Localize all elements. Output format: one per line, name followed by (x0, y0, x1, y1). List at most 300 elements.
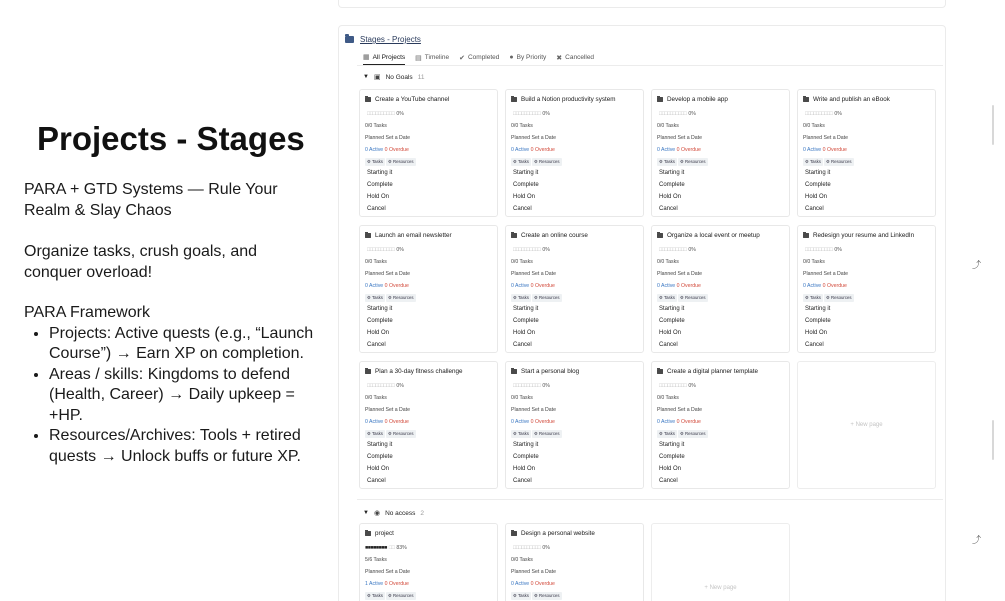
active-overdue (511, 147, 555, 153)
tab-label: All Projects (372, 53, 406, 61)
framework-item-resources: • Resources/Archives: Tools + retired quests → Unlock buffs or future XP. (49, 426, 324, 467)
card-title[interactable] (365, 96, 449, 103)
progress-empty: □□□□□□□□□□ (805, 247, 833, 253)
planned-date: Planned Set a Date (657, 135, 702, 141)
tabs-divider (357, 65, 943, 66)
tab-label: By Priority (516, 54, 547, 61)
card-title-text: Create a digital planner template (667, 368, 759, 375)
folder-icon (365, 369, 371, 374)
tag-resources[interactable]: ⚙ Resources (533, 295, 560, 300)
planned-date: Planned Set a Date (511, 135, 556, 141)
tasks-count: 0/0 Tasks (657, 259, 679, 265)
stage-complete[interactable]: Complete (805, 318, 831, 324)
progress-percent: 0% (688, 383, 696, 389)
progress-empty: □□□□□□□□□□ (367, 383, 395, 389)
tasks-count: 0/0 Tasks (657, 123, 679, 129)
tag-resources-label: Resources (831, 295, 852, 300)
intro-panel (0, 0, 335, 601)
card-title[interactable] (803, 232, 914, 239)
tag-tasks[interactable]: ⚙ Tasks (805, 159, 821, 164)
stage-hold-on[interactable]: Hold On (513, 466, 536, 472)
tag-tasks-label: Tasks (371, 431, 383, 436)
stage-complete[interactable]: Complete (367, 318, 393, 324)
stage-cancel[interactable]: Cancel (805, 342, 824, 348)
progress-empty: □□□□□□□□□□ (513, 383, 541, 389)
tag-tasks[interactable]: ⚙ Tasks (805, 295, 821, 300)
tag-tasks[interactable]: ⚙ Tasks (513, 593, 529, 598)
progress-percent: 0% (542, 111, 550, 117)
relation-tags (511, 592, 562, 600)
progress-empty: □□□□□□□□□□ (367, 111, 395, 117)
stage-complete[interactable]: Complete (513, 182, 539, 188)
overdue-label: 0 Overdue (676, 147, 701, 153)
relation-tags (657, 294, 708, 302)
intro-paragraph-2: Organize tasks, crush goals, and conquer overload! (24, 243, 258, 281)
card-title[interactable] (365, 530, 394, 537)
tag-resources-label: Resources (539, 295, 560, 300)
progress-bar (803, 111, 842, 117)
stage-hold-on[interactable]: Hold On (659, 330, 682, 336)
stage-cancel[interactable]: Cancel (367, 478, 386, 484)
new-page-card[interactable] (797, 361, 936, 489)
tag-tasks-label: Tasks (517, 295, 529, 300)
folder-icon (365, 233, 371, 238)
project-card[interactable] (359, 89, 498, 217)
active-count: 0 (511, 283, 514, 289)
overdue-label: 0 Overdue (676, 419, 701, 425)
tag-resources-label: Resources (539, 159, 560, 164)
tasks-count: 0/0 Tasks (365, 259, 387, 265)
para-framework (24, 303, 324, 467)
active-overdue (803, 283, 847, 289)
overdue-label: 0 Overdue (676, 283, 701, 289)
active-overdue (657, 283, 701, 289)
collapse-triangle-icon[interactable]: ▼ (363, 74, 369, 80)
tasks-count: 0/0 Tasks (511, 395, 533, 401)
progress-percent: 0% (834, 111, 842, 117)
tag-resources[interactable]: ⚙ Resources (825, 295, 852, 300)
card-title-text: Write and publish an eBook (813, 96, 890, 103)
relation-tags (803, 294, 854, 302)
planned-date: Planned Set a Date (511, 569, 556, 575)
tag-resources[interactable]: ⚙ Resources (533, 593, 560, 598)
new-page-label: + New page (850, 422, 883, 428)
active-label: Active (515, 147, 530, 153)
stage-starting-it[interactable]: Starting it (805, 170, 831, 176)
tab-timeline[interactable] (415, 54, 449, 65)
tasks-count: 0/0 Tasks (511, 259, 533, 265)
card-title[interactable] (657, 368, 758, 375)
project-card[interactable] (359, 225, 498, 353)
group-header-no-goals[interactable] (363, 73, 424, 81)
stage-hold-on[interactable]: Hold On (367, 330, 390, 336)
inbox-icon: ▣ (373, 74, 381, 81)
group-count: 2 (420, 509, 425, 517)
stage-cancel[interactable]: Cancel (659, 478, 678, 484)
overdue-label: 0 Overdue (384, 283, 409, 289)
progress-empty: □□□□□□□□□□ (659, 111, 687, 117)
stage-starting-it[interactable]: Starting it (367, 170, 393, 176)
tag-resources-label: Resources (393, 295, 414, 300)
group-header-no-access[interactable] (363, 509, 424, 517)
progress-bar (365, 247, 404, 253)
tag-tasks-label: Tasks (517, 593, 529, 598)
timeline-icon: ▤ (415, 54, 422, 62)
tag-resources-label: Resources (539, 593, 560, 598)
stage-starting-it[interactable]: Starting it (513, 170, 539, 176)
card-title-text: Develop a mobile app (667, 96, 728, 103)
project-card[interactable] (505, 225, 644, 353)
overdue-label: 0 Overdue (822, 147, 847, 153)
progress-bar (657, 247, 696, 253)
planned-date: Planned Set a Date (657, 271, 702, 277)
project-card[interactable] (359, 523, 498, 601)
tag-resources[interactable]: ⚙ Resources (679, 295, 706, 300)
tab-label: Timeline (424, 54, 450, 61)
tag-tasks[interactable]: ⚙ Tasks (513, 295, 529, 300)
active-overdue (657, 419, 701, 425)
progress-empty: □□□□□□□□□□ (513, 247, 541, 253)
stage-complete[interactable]: Complete (367, 182, 393, 188)
stage-hold-on[interactable]: Hold On (513, 330, 536, 336)
tag-resources[interactable]: ⚙ Resources (387, 159, 414, 164)
progress-percent: 0% (396, 111, 404, 117)
stage-starting-it[interactable]: Starting it (805, 306, 831, 312)
progress-percent: 83% (396, 545, 407, 551)
overdue-label: 0 Overdue (384, 581, 409, 587)
stage-hold-on[interactable]: Hold On (367, 466, 390, 472)
active-count: 0 (511, 147, 514, 153)
framework-item-projects: • Projects: Active quests (e.g., “Launch Course”) → Earn XP on completion. (49, 324, 324, 365)
tag-tasks[interactable]: ⚙ Tasks (513, 159, 529, 164)
active-label: Active (661, 283, 676, 289)
x-circle-icon: ✖ (556, 54, 563, 62)
scrollbar-thumb[interactable] (992, 105, 994, 145)
progress-empty: □□□□□□□□□□ (659, 383, 687, 389)
new-page-card[interactable] (651, 523, 790, 601)
folder-icon (657, 97, 663, 102)
tag-tasks[interactable]: ⚙ Tasks (659, 431, 675, 436)
stage-starting-it[interactable]: Starting it (659, 170, 685, 176)
active-overdue (365, 147, 409, 153)
database-title[interactable] (345, 35, 421, 44)
progress-percent: 0% (688, 247, 696, 253)
tag-tasks[interactable]: ⚙ Tasks (659, 295, 675, 300)
active-overdue (365, 581, 409, 587)
progress-percent: 0% (542, 247, 550, 253)
relation-tags (511, 158, 562, 166)
relation-tags (657, 430, 708, 438)
planned-date: Planned Set a Date (657, 407, 702, 413)
tag-tasks-label: Tasks (371, 159, 383, 164)
intro-paragraph-1: PARA + GTD Systems — Rule Your Realm & Slay Chaos (24, 181, 278, 219)
stage-complete[interactable]: Complete (659, 454, 685, 460)
tag-resources-label: Resources (393, 431, 414, 436)
tab-all-projects[interactable] (363, 53, 405, 65)
group-divider (357, 499, 943, 500)
stage-starting-it[interactable]: Starting it (367, 306, 393, 312)
stage-complete[interactable]: Complete (805, 182, 831, 188)
card-title-text: Design a personal website (521, 530, 595, 537)
tag-tasks-label: Tasks (663, 295, 675, 300)
previous-block (338, 0, 946, 8)
folder-icon (511, 97, 517, 102)
progress-empty: □□□□□□□□□□ (513, 111, 541, 117)
progress-percent: 0% (688, 111, 696, 117)
active-count: 0 (511, 419, 514, 425)
card-title[interactable] (803, 96, 890, 103)
active-label: Active (807, 283, 822, 289)
tag-tasks[interactable]: ⚙ Tasks (659, 159, 675, 164)
project-card[interactable] (505, 361, 644, 489)
overdue-label: 0 Overdue (384, 419, 409, 425)
tag-tasks-label: Tasks (809, 295, 821, 300)
planned-date: Planned Set a Date (511, 407, 556, 413)
tag-tasks-label: Tasks (371, 295, 383, 300)
stage-hold-on[interactable]: Hold On (659, 194, 682, 200)
active-overdue (657, 147, 701, 153)
tasks-count: 0/0 Tasks (365, 395, 387, 401)
folder-icon (365, 531, 371, 536)
project-card[interactable] (651, 361, 790, 489)
active-count: 0 (365, 147, 368, 153)
active-label: Active (661, 419, 676, 425)
tag-tasks-label: Tasks (517, 159, 529, 164)
tag-resources[interactable]: ⚙ Resources (533, 159, 560, 164)
progress-empty: □□ (388, 545, 395, 551)
tag-resources[interactable]: ⚙ Resources (387, 593, 414, 598)
planned-date: Planned Set a Date (365, 569, 410, 575)
active-count: 0 (657, 147, 660, 153)
scrollbar-thumb[interactable] (992, 420, 994, 460)
progress-percent: 0% (834, 247, 842, 253)
tag-resources-label: Resources (393, 159, 414, 164)
progress-percent: 0% (396, 247, 404, 253)
card-title[interactable] (657, 96, 728, 103)
project-card[interactable] (797, 225, 936, 353)
progress-bar (657, 383, 696, 389)
active-count: 0 (365, 283, 368, 289)
scroll-hint-icon[interactable]: ⤴ (972, 260, 982, 270)
collapse-triangle-icon[interactable]: ▼ (363, 510, 369, 516)
stage-complete[interactable]: Complete (513, 318, 539, 324)
planned-date: Planned Set a Date (511, 271, 556, 277)
overdue-label: 0 Overdue (384, 147, 409, 153)
tag-resources[interactable]: ⚙ Resources (533, 431, 560, 436)
stage-starting-it[interactable]: Starting it (367, 442, 393, 448)
active-label: Active (807, 147, 822, 153)
tag-resources-label: Resources (831, 159, 852, 164)
planned-date: Planned Set a Date (803, 135, 848, 141)
group-name: No access (385, 509, 416, 517)
tag-tasks[interactable]: ⚙ Tasks (367, 431, 383, 436)
card-title[interactable] (511, 232, 588, 239)
active-label: Active (515, 581, 530, 587)
card-title-text: Create a YouTube channel (375, 96, 450, 103)
stage-starting-it[interactable]: Starting it (513, 442, 539, 448)
stage-cancel[interactable]: Cancel (367, 206, 386, 212)
project-card[interactable] (359, 361, 498, 489)
active-label: Active (369, 581, 384, 587)
framework-list (24, 324, 324, 468)
active-count: 0 (657, 283, 660, 289)
stage-hold-on[interactable]: Hold On (659, 466, 682, 472)
folder-icon (511, 233, 517, 238)
card-title[interactable] (657, 232, 760, 239)
stage-cancel[interactable]: Cancel (513, 342, 532, 348)
tag-resources-label: Resources (539, 431, 560, 436)
active-label: Active (515, 283, 530, 289)
active-count: 0 (803, 283, 806, 289)
card-title[interactable] (511, 368, 579, 375)
progress-empty: □□□□□□□□□□ (513, 545, 541, 551)
card-title-text: Plan a 30-day fitness challenge (375, 368, 463, 375)
card-title[interactable] (511, 96, 616, 103)
tag-resources-label: Resources (393, 593, 414, 598)
active-overdue (511, 581, 555, 587)
stage-hold-on[interactable]: Hold On (367, 194, 390, 200)
eye-icon: ◉ (373, 510, 381, 517)
overdue-label: 0 Overdue (530, 581, 555, 587)
tag-tasks-label: Tasks (663, 159, 675, 164)
card-title[interactable] (511, 530, 595, 537)
overdue-label: 0 Overdue (822, 283, 847, 289)
progress-bar (803, 247, 842, 253)
project-card[interactable] (505, 89, 644, 217)
tasks-count: 0/0 Tasks (657, 395, 679, 401)
active-count: 0 (657, 419, 660, 425)
database-view (338, 25, 946, 601)
overdue-label: 0 Overdue (530, 419, 555, 425)
project-card[interactable] (651, 89, 790, 217)
stage-cancel[interactable]: Cancel (805, 206, 824, 212)
project-card[interactable] (505, 523, 644, 601)
relation-tags (365, 294, 416, 302)
tag-tasks[interactable]: ⚙ Tasks (367, 593, 383, 598)
framework-title: PARA Framework (24, 304, 150, 321)
planned-date: Planned Set a Date (803, 271, 848, 277)
tasks-count: 0/0 Tasks (511, 123, 533, 129)
relation-tags (365, 430, 416, 438)
tag-resources[interactable]: ⚙ Resources (825, 159, 852, 164)
stage-complete[interactable]: Complete (513, 454, 539, 460)
new-page-label: + New page (704, 585, 737, 591)
tab-cancelled[interactable] (556, 54, 594, 65)
tasks-count: 0/0 Tasks (803, 259, 825, 265)
progress-bar (365, 111, 404, 117)
progress-percent: 0% (396, 383, 404, 389)
active-count: 0 (511, 581, 514, 587)
overdue-label: 0 Overdue (530, 147, 555, 153)
check-circle-icon: ✔ (459, 54, 465, 62)
tab-by-priority[interactable] (509, 54, 546, 64)
stage-cancel[interactable]: Cancel (513, 206, 532, 212)
tag-tasks-label: Tasks (663, 431, 675, 436)
progress-percent: 0% (542, 383, 550, 389)
active-label: Active (515, 419, 530, 425)
stage-hold-on[interactable]: Hold On (805, 330, 828, 336)
tag-resources[interactable]: ⚙ Resources (387, 295, 414, 300)
active-label: Active (369, 283, 384, 289)
card-title-text: Organize a local event or meetup (667, 232, 760, 239)
framework-item-areas: • Areas / skills: Kingdoms to defend (Health, Career) → Daily upkeep = +HP. (49, 365, 324, 427)
stage-starting-it[interactable]: Starting it (659, 442, 685, 448)
stage-cancel[interactable]: Cancel (659, 342, 678, 348)
card-title[interactable] (365, 232, 452, 239)
relation-tags (365, 592, 416, 600)
stage-cancel[interactable]: Cancel (513, 478, 532, 484)
tasks-count: 0/0 Tasks (365, 123, 387, 129)
progress-bar (511, 247, 550, 253)
project-card[interactable] (651, 225, 790, 353)
group-name: No Goals (385, 73, 413, 81)
page-title: Projects - Stages (37, 120, 305, 157)
grid-icon: ▦ (363, 54, 370, 61)
progress-filled: ■■■■■■■■ (365, 545, 387, 551)
stage-starting-it[interactable]: Starting it (659, 306, 685, 312)
active-label: Active (369, 419, 384, 425)
group-count: 11 (417, 73, 425, 81)
card-title[interactable] (365, 368, 463, 375)
relation-tags (511, 430, 562, 438)
progress-bar (657, 111, 696, 117)
notion-frame (338, 0, 946, 601)
active-overdue (511, 419, 555, 425)
relation-tags (365, 158, 416, 166)
stage-complete[interactable]: Complete (659, 318, 685, 324)
view-tabs (363, 53, 594, 65)
stage-hold-on[interactable]: Hold On (805, 194, 828, 200)
tag-resources-label: Resources (685, 295, 706, 300)
relation-tags (803, 158, 854, 166)
stage-cancel[interactable]: Cancel (659, 206, 678, 212)
tag-resources[interactable]: ⚙ Resources (387, 431, 414, 436)
tag-resources[interactable]: ⚙ Resources (679, 159, 706, 164)
tag-resources[interactable]: ⚙ Resources (679, 431, 706, 436)
tag-tasks[interactable]: ⚙ Tasks (513, 431, 529, 436)
folder-icon (803, 97, 809, 102)
relation-tags (511, 294, 562, 302)
active-overdue (365, 419, 409, 425)
database-title-text: Stages - Projects (360, 35, 421, 44)
tab-completed[interactable] (459, 54, 499, 65)
card-title-text: project (375, 530, 394, 537)
stage-complete[interactable]: Complete (659, 182, 685, 188)
progress-bar (511, 111, 550, 117)
project-card[interactable] (797, 89, 936, 217)
relation-tags (657, 158, 708, 166)
active-count: 0 (803, 147, 806, 153)
folder-icon (345, 36, 354, 43)
tag-tasks[interactable]: ⚙ Tasks (367, 295, 383, 300)
stage-hold-on[interactable]: Hold On (513, 194, 536, 200)
folder-icon (657, 369, 663, 374)
folder-icon (511, 369, 517, 374)
tag-tasks[interactable]: ⚙ Tasks (367, 159, 383, 164)
active-overdue (803, 147, 847, 153)
stage-starting-it[interactable]: Starting it (513, 306, 539, 312)
scroll-hint-icon[interactable]: ⤴ (972, 535, 982, 545)
tab-label: Completed (467, 54, 500, 61)
card-title-text: Start a personal blog (521, 368, 580, 375)
progress-empty: □□□□□□□□□□ (805, 111, 833, 117)
active-overdue (511, 283, 555, 289)
stage-complete[interactable]: Complete (367, 454, 393, 460)
stage-cancel[interactable]: Cancel (367, 342, 386, 348)
planned-date: Planned Set a Date (365, 271, 410, 277)
tag-tasks-label: Tasks (371, 593, 383, 598)
progress-bar (511, 545, 550, 551)
